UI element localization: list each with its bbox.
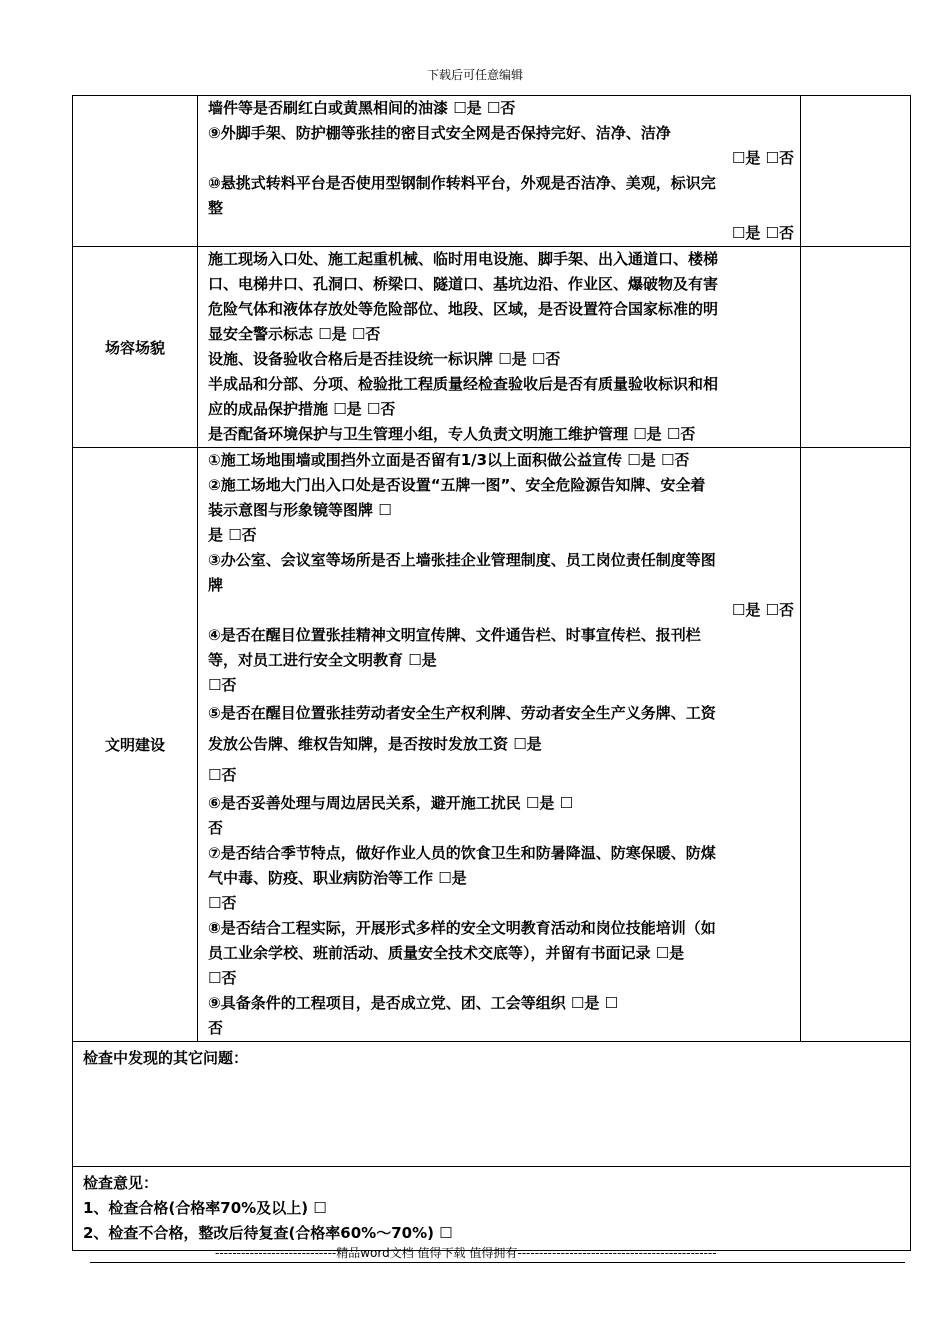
inspection-table (72, 95, 911, 1251)
category-cell-rongmao: 场容场貌 (73, 247, 198, 448)
checkbox-line[interactable]: ☐是 ☐否 (731, 224, 794, 242)
item-line: 否 (208, 1019, 224, 1037)
item-line: ⑦是否结合季节特点，做好作业人员的饮食卫生和防暑降温、防寒保暖、防煤 (208, 844, 716, 862)
item-line: 应的成品保护措施 ☐是 ☐否 (208, 400, 396, 418)
item-line: ④是否在醒目位置张挂精神文明宣传牌、文件通告栏、时事宣传栏、报刊栏 (208, 626, 701, 644)
item-line: ☐否 (208, 766, 237, 784)
category-cell-wenming: 文明建设 (73, 448, 198, 1042)
remark-cell (801, 448, 911, 1042)
item-line: 是 ☐否 (208, 526, 257, 544)
item-line: 等，对员工进行安全文明教育 ☐是 (208, 651, 437, 669)
footer-divider (90, 1262, 905, 1263)
other-issues-row (73, 1042, 911, 1167)
content-cell (198, 448, 801, 1042)
item-line: 口、电梯井口、孔洞口、桥梁口、隧道口、基坑边沿、作业区、爆破物及有害 (208, 275, 719, 293)
footer-text: ----------------------------精品word文档 值得下载 值得拥有---------------------------------------------- (215, 1246, 717, 1260)
checkbox-line[interactable]: ☐是 ☐否 (731, 601, 794, 619)
opinion-fail[interactable]: 2、检查不合格，整改后待复查(合格率60%～70%) ☐ (83, 1224, 453, 1242)
item-line: ①施工场地围墙或围挡外立面是否留有1/3以上面积做公益宣传 ☐是 ☐否 (208, 451, 690, 469)
item-line: ⑨具备条件的工程项目，是否成立党、团、工会等组织 ☐是 ☐ (208, 994, 619, 1012)
item-line: 发放公告牌、维权告知牌，是否按时发放工资 ☐是 (208, 735, 542, 753)
item-line: ☐否 (208, 894, 237, 912)
item-line: ⑨外脚手架、防护棚等张挂的密目式安全网是否保持完好、洁净、洁净 (208, 124, 671, 142)
other-issues-label: 检查中发现的其它问题： (83, 1049, 249, 1067)
item-line: 施工现场入口处、施工起重机械、临时用电设施、脚手架、出入通道口、楼梯 (208, 250, 719, 268)
remark-cell (801, 247, 911, 448)
opinion-pass[interactable]: 1、检查合格(合格率70%及以上) ☐ (83, 1199, 327, 1217)
item-line: 墙件等是否刷红白或黄黑相间的油漆 ☐是 ☐否 (208, 99, 516, 117)
opinion-cell (73, 1167, 911, 1251)
item-line: ⑤是否在醒目位置张挂劳动者安全生产权利牌、劳动者安全生产义务牌、工资 (208, 704, 716, 722)
item-line: 危险气体和液体存放处等危险部位、地段、区域，是否设置符合国家标准的明 (208, 300, 719, 318)
section-row-3 (73, 448, 911, 1042)
page-header: 下载后可任意编辑 (426, 68, 523, 82)
item-line: 整 (208, 199, 224, 217)
item-line: ☐否 (208, 676, 237, 694)
item-line: 显安全警示标志 ☐是 ☐否 (208, 325, 381, 343)
item-line: 气中毒、防疫、职业病防治等工作 ☐是 (208, 869, 467, 887)
content-cell (198, 96, 801, 247)
item-line: ⑧是否结合工程实际，开展形式多样的安全文明教育活动和岗位技能培训（如 (208, 919, 716, 937)
content-cell (198, 247, 801, 448)
item-line: ⑥是否妥善处理与周边居民关系，避开施工扰民 ☐是 ☐ (208, 794, 574, 812)
opinion-label: 检查意见： (83, 1174, 159, 1192)
opinion-row (73, 1167, 911, 1251)
item-line: 装示意图与形象镜等图牌 ☐ (208, 501, 392, 519)
item-line: 否 (208, 819, 224, 837)
item-line: 设施、设备验收合格后是否挂设统一标识牌 ☐是 ☐否 (208, 350, 561, 368)
item-line: ②施工场地大门出入口处是否设置“五牌一图”、安全危险源告知牌、安全着 (208, 476, 706, 494)
checkbox-line[interactable]: ☐是 ☐否 (731, 149, 794, 167)
section-row-1 (73, 96, 911, 247)
item-line: ③办公室、会议室等场所是否上墙张挂企业管理制度、员工岗位责任制度等图 (208, 551, 716, 569)
item-line: ⑩悬挑式转料平台是否使用型钢制作转料平台，外观是否洁净、美观，标识完 (208, 174, 716, 192)
category-cell (73, 96, 198, 247)
item-line: ☐否 (208, 969, 237, 987)
other-issues-cell[interactable] (73, 1042, 911, 1167)
item-line: 牌 (208, 576, 224, 594)
item-line: 员工业余学校、班前活动、质量安全技术交底等），并留有书面记录 ☐是 (208, 944, 685, 962)
item-line: 是否配备环境保护与卫生管理小组，专人负责文明施工维护管理 ☐是 ☐否 (208, 425, 696, 443)
remark-cell (801, 96, 911, 247)
section-row-2 (73, 247, 911, 448)
item-line: 半成品和分部、分项、检验批工程质量经检查验收后是否有质量验收标识和相 (208, 375, 719, 393)
